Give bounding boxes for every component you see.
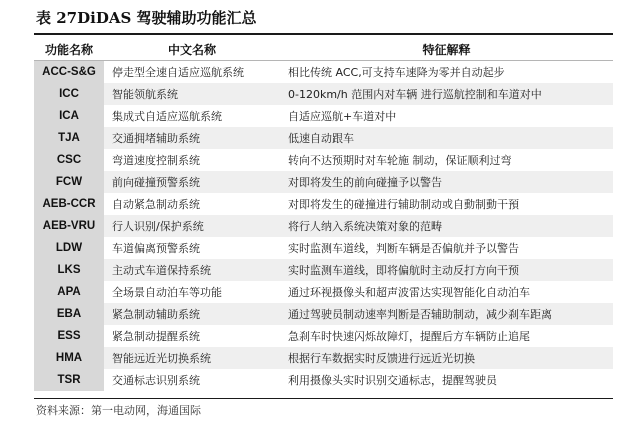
feature-explanation: 通过环视摄像头和超声波雷达实现智能化自动泊车 [288,286,530,299]
chinese-name: 行人识别/保护系统 [104,215,280,237]
feature-explanation: 利用摄像头实时识别交通标志，提醒驾驶员 [288,374,497,387]
header-chinese-name: 中文名称 [104,38,280,61]
table-row [34,215,613,237]
chinese-name: 交通标志识别系统 [112,374,200,387]
function-code: AEB-VRU [34,215,104,237]
chinese-name: 车道偏离预警系统 [112,242,200,255]
table-row [34,61,613,84]
function-code: HMA [34,347,104,369]
header-feature-explanation: 特征解释 [280,38,613,61]
table-row [34,105,613,127]
table-row [34,193,613,215]
table-row [34,347,613,369]
function-table [34,38,613,391]
table-row [34,237,613,259]
feature-explanation: 通过驾驶员制动速率判断是否辅助制动，减少刹车距离 [280,303,613,325]
chinese-name: 弯道速度控制系统 [112,154,200,167]
feature-explanation: 相比传统 ACC,可支持车速降为零并自动起步 [288,66,505,79]
chinese-name: 交通拥堵辅助系统 [104,127,280,149]
function-code: ACC-S&G [34,61,104,84]
source-note: 资料来源：第一电动网，海通国际 [36,404,201,417]
feature-explanation: 实时监测车道线，判断车辆是否偏航并予以警告 [288,242,519,255]
feature-explanation: 急刹车时快速闪烁故障灯，提醒后方车辆防止追尾 [288,330,530,343]
table-row [34,325,613,347]
feature-explanation: 对即将发生的前向碰撞予以警告 [280,171,613,193]
function-code: FCW [34,171,104,193]
feature-explanation: 转向不达预期时对车轮施 制动，保证顺利过弯 [288,154,512,167]
function-code: TSR [34,369,104,391]
chinese-name: 停走型全速自适应巡航系统 [112,66,244,79]
function-code: APA [34,281,104,303]
table-row [34,127,613,149]
feature-explanation: 对即将发生的碰撞进行辅助制动或自動制動干預 [288,198,519,211]
function-code: CSC [34,149,104,171]
feature-explanation: 根据行车数据实时反馈进行远近光切换 [280,347,613,369]
header-function-name: 功能名称 [34,38,104,61]
table-row [34,259,613,281]
table-row [34,83,613,105]
feature-explanation: 自适应巡航+车道对中 [288,110,397,123]
feature-explanation: 将行人纳入系统决策对象的范畴 [280,215,613,237]
table-number: 表 27 [36,9,78,27]
function-code: LDW [34,237,104,259]
chinese-name: 全场景自动泊车等功能 [112,286,222,299]
header-row [34,38,613,61]
chinese-name: 自动紧急制动系统 [112,198,200,211]
table-caption [36,6,257,30]
table-row [34,281,613,303]
feature-explanation: 0-120km/h 范围内对车辆 进行巡航控制和车道对中 [280,83,613,105]
bottom-rule [34,398,613,399]
table-body [34,61,613,392]
chinese-name: 紧急制动辅助系统 [104,303,280,325]
function-code: ESS [34,325,104,347]
function-code: AEB-CCR [34,193,104,215]
feature-explanation: 实时监测车道线，即将偏航时主动反打方向干预 [280,259,613,281]
feature-explanation: 低速自动跟车 [280,127,613,149]
function-code: ICA [34,105,104,127]
chinese-name: 紧急制动提醒系统 [112,330,200,343]
chinese-name: 前向碰撞预警系统 [104,171,280,193]
chinese-name: 主动式车道保持系统 [104,259,280,281]
function-code: LKS [34,259,104,281]
function-code: ICC [34,83,104,105]
function-code: EBA [34,303,104,325]
top-rule [34,33,613,35]
table-row [34,369,613,391]
table-row [34,303,613,325]
table-title: DiDAS 驾驶辅助功能汇总 [77,9,257,27]
chinese-name: 智能远近光切换系统 [104,347,280,369]
function-code: TJA [34,127,104,149]
table-row [34,149,613,171]
chinese-name: 集成式自适应巡航系统 [112,110,222,123]
chinese-name: 智能领航系统 [104,83,280,105]
table-row [34,171,613,193]
